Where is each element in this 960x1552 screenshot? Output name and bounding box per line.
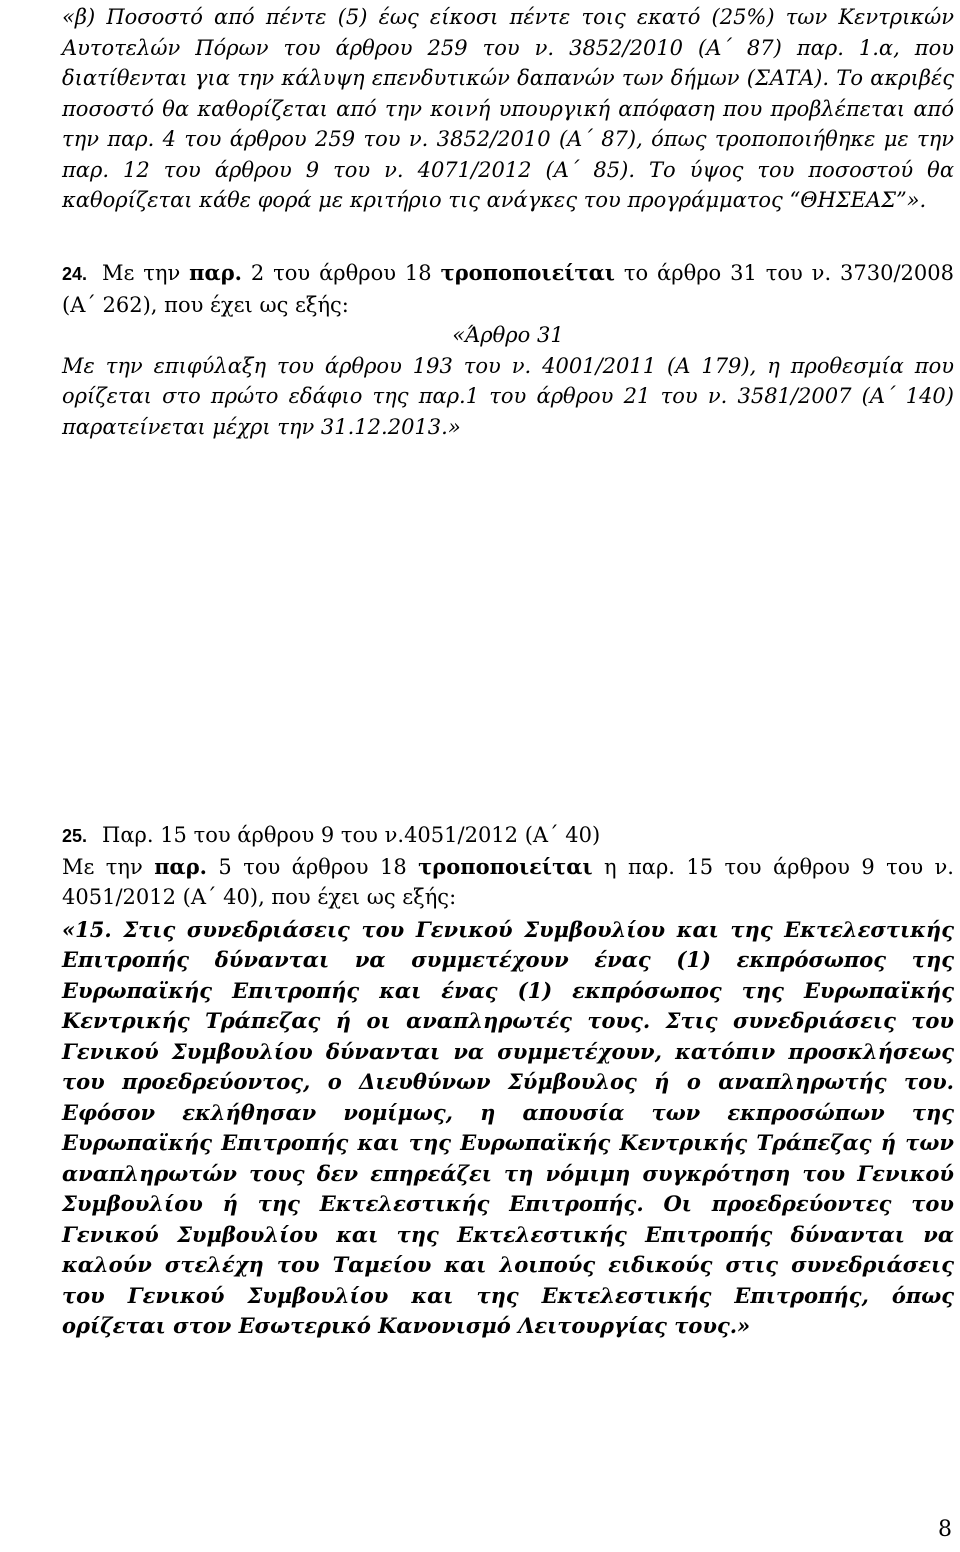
intro-text: το άρθρο 31 του ν. 3730/2008 (Α΄ 262), που έχει ως εξής: bbox=[62, 261, 954, 317]
intro-bold: παρ. bbox=[189, 260, 242, 285]
intro-bold: τροποποιείται bbox=[440, 260, 615, 285]
intro-text: 5 του άρθρου 18 bbox=[207, 854, 419, 879]
intro-bold: τροποποιείται bbox=[418, 853, 593, 879]
paragraph-number: 25. bbox=[62, 826, 88, 846]
intro-bold: παρ. bbox=[154, 853, 207, 879]
article-heading: «Άρθρο 31 bbox=[452, 323, 564, 347]
page-number: 8 bbox=[938, 1517, 952, 1542]
paragraph-25-intro bbox=[62, 852, 954, 913]
paragraph-25-heading bbox=[62, 820, 954, 852]
paragraph-25 bbox=[62, 820, 954, 1342]
intro-text: Με την bbox=[62, 854, 155, 879]
intro-text: 2 του άρθρου 18 bbox=[241, 261, 441, 285]
intro-text: Με την bbox=[102, 261, 190, 285]
heading-text: Παρ. 15 του άρθρου 9 του ν.4051/2012 (Α΄ 40) bbox=[102, 823, 601, 847]
paragraph-24 bbox=[62, 258, 954, 442]
paragraph-24-intro bbox=[62, 258, 954, 320]
subparagraph-b bbox=[62, 2, 954, 216]
quoted-paragraph-15: «15. Στις συνεδριάσεις του Γενικού Συμβουλίου και της Εκτελεστικής Επιτροπής δύνανται να συμμετέχουν ένας (1) εκπρόσωπος της Ευρωπαϊκής Επιτροπής και ένας (1) εκπρόσωπος της Ευρωπαϊκής Κεντρικής Τράπεζας ή οι αναπληρωτές τους. Στις συνεδριάσεις του Γενικού Συμβουλίου δύνανται να συμμετέχουν, κατόπιν προσκλήσεως του προεδρεύοντος, ο Διευθύνων Σύμβουλος ή ο αναπληρωτής του. Εφόσον εκλήθησαν νομίμως, η απουσία των εκπροσώπων της Ευρωπαϊκής Επιτροπής και της Ευρωπαϊκής Κεντρικής Τράπεζας ή των αναπληρωτών τους δεν επηρεάζει τη νόμιμη συγκρότηση του Γενικού Συμβουλίου ή της Εκτελεστικής Επιτροπής. Οι προεδρεύοντες του Γενικού Συμβουλίου και της Εκτελεστικής Επιτροπής δύνανται να καλούν στελέχη του Ταμείου και λοιπούς ειδικούς στις συνεδριάσεις του Γενικού Συμβουλίου και της Εκτελεστικής Επιτροπής, όπως ορίζεται στον Εσωτερικό Κανονισμό Λειτουργίας τους.» bbox=[62, 916, 954, 1338]
article-text: Με την επιφύλαξη του άρθρου 193 του ν. 4001/2011 (Α 179), η προθεσμία που ορίζεται στο πρώτο εδάφιο της παρ.1 του άρθρου 21 του ν. 3581/2007 (Α΄ 140) παρατείνεται μέχρι την 31.12.2013.» bbox=[62, 353, 954, 439]
subparagraph-b-text: «β) Ποσοστό από πέντε (5) έως είκοσι πέντε τοις εκατό (25%) των Κεντρικών Αυτοτελών Πόρων του άρθρου 259 του ν. 3852/2010 (Α΄ 87) παρ. 1.α, που διατίθενται για την κάλυψη επενδυτικών δαπανών των δήμων (ΣΑΤΑ). Το ακριβές ποσοστό θα καθορίζεται από την κοινή υπουργική απόφαση που προβλέπεται από την παρ. 4 του άρθρου 259 του ν. 3852/2010 (Α΄ 87), όπως τροποποιήθηκε με την παρ. 12 του άρθρου 9 του ν. 4071/2012 (Α΄ 85). Το ύψος του ποσοστού θα καθορίζεται κάθε φορά με κριτήριο τις ανάγκες του προγράμματος “ΘΗΣΕΑΣ”». bbox=[62, 5, 954, 212]
paragraph-number: 24. bbox=[62, 264, 88, 284]
intro-text: η παρ. 15 του άρθρου 9 του ν. 4051/2012 (Α΄ 40), που έχει ως εξής: bbox=[62, 854, 954, 909]
